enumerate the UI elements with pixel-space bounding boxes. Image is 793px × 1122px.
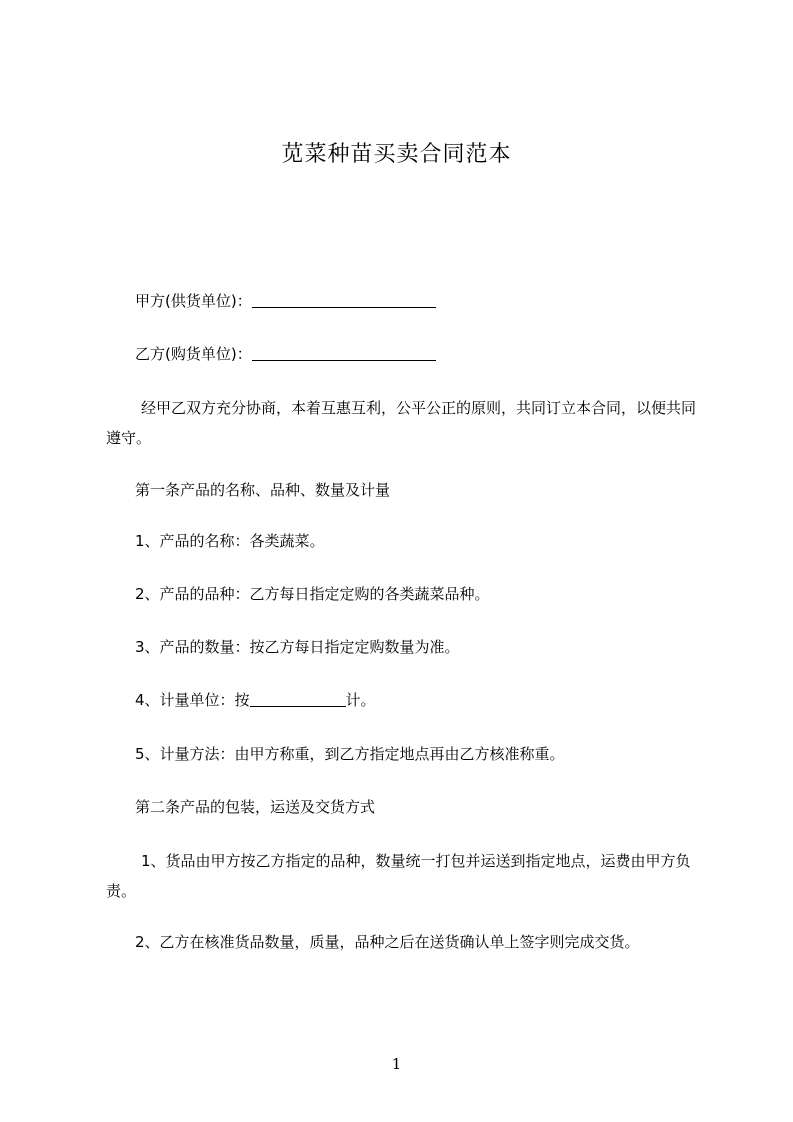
party-b-line	[135, 344, 436, 364]
article1-heading: 第一条产品的名称、品种、数量及计量	[135, 481, 391, 499]
article2-heading: 第二条产品的包装，运送及交货方式	[135, 798, 376, 816]
page-number: 1	[391, 1055, 402, 1073]
item4-prefix: 4、计量单位：按	[135, 691, 250, 709]
party-b-blank	[252, 346, 436, 361]
party-a-label: 甲方(供货单位)：	[135, 292, 252, 310]
article2-item-2: 2、乙方在核准货品数量，质量，品种之后在送货确认单上签字则完成交货。	[135, 933, 640, 951]
document-title: 苋菜种苗买卖合同范本	[281, 142, 512, 167]
article1-item-3: 3、产品的数量：按乙方每日指定定购数量为准。	[135, 638, 460, 656]
article2-item-1: 1、货品由甲方按乙方指定的品种，数量统一打包并运送到指定地点，运费由甲方负责。	[106, 852, 691, 900]
intro-paragraph: 经甲乙双方充分协商，本着互惠互利，公平公正的原则，共同订立本合同，以便共同遵守。	[106, 399, 697, 447]
article1-item-5: 5、计量方法：由甲方称重，到乙方指定地点再由乙方核准称重。	[135, 745, 565, 763]
article1-item-4	[135, 690, 376, 710]
party-a-blank	[252, 293, 436, 308]
party-a-line	[135, 291, 436, 311]
article1-item-1: 1、产品的名称：各类蔬菜。	[135, 532, 325, 550]
unit-blank	[250, 692, 346, 707]
item4-suffix: 计。	[345, 691, 376, 709]
party-b-label: 乙方(购货单位)：	[135, 345, 252, 363]
article1-item-2: 2、产品的品种：乙方每日指定定购的各类蔬菜品种。	[135, 585, 490, 603]
